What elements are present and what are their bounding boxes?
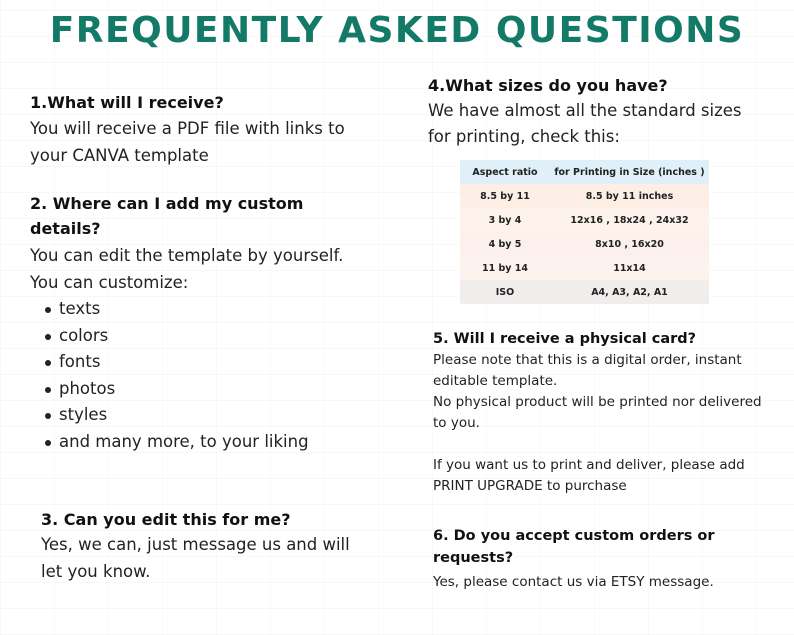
table-cell: 8.5 by 11 inches — [550, 184, 709, 208]
list-item: colors — [30, 323, 309, 350]
faq-answer-3-line: Yes, we can, just message us and will — [41, 535, 350, 554]
faq-question-2-line: details? — [30, 219, 101, 238]
faq-question-6 — [433, 525, 715, 569]
faq-question-6-line: 6. Do you accept custom orders or — [433, 528, 715, 544]
column-header: for Printing in Size (inches ) — [550, 160, 709, 184]
faq-question-2 — [30, 191, 303, 241]
table-cell: 4 by 5 — [460, 232, 550, 256]
faq-answer-3 — [41, 532, 350, 585]
faq-question-3: 3. Can you edit this for me? — [41, 510, 291, 529]
table-cell: 8.5 by 11 — [460, 184, 550, 208]
faq-answer-4-line: We have almost all the standard sizes — [428, 101, 742, 120]
table-row — [460, 184, 709, 208]
table-row — [460, 232, 709, 256]
faq-answer-1-line: your CANVA template — [30, 145, 209, 165]
table-row — [460, 208, 709, 232]
table-cell: 11 by 14 — [460, 256, 550, 280]
faq-answer-5-line: to you. — [433, 415, 480, 431]
customize-list — [30, 296, 309, 456]
faq-question-4: 4.What sizes do you have? — [428, 76, 668, 95]
faq-answer-1-line: You will receive a PDF file with links to — [30, 119, 345, 138]
faq-answer-5-line: Please note that this is a digital order, instant — [433, 352, 742, 368]
page-title: FREQUENTLY ASKED QUESTIONS — [49, 10, 745, 51]
faq-question-6-line: requests? — [433, 550, 514, 566]
list-item: fonts — [30, 349, 309, 376]
faq-answer-4 — [428, 98, 742, 150]
faq-answer-5 — [433, 350, 762, 497]
faq-answer-4-line: for printing, check this: — [428, 127, 620, 146]
faq-answer-2-line: You can customize: — [30, 272, 189, 292]
table-header-row — [460, 160, 709, 184]
size-table — [460, 160, 709, 304]
faq-answer-1 — [30, 116, 345, 169]
table-cell: 12x16 , 18x24 , 24x32 — [550, 208, 709, 232]
list-item: texts — [30, 296, 309, 323]
faq-answer-6: Yes, please contact us via ETSY message. — [433, 574, 714, 590]
table-cell: ISO — [460, 280, 550, 304]
faq-answer-2 — [30, 243, 343, 296]
faq-answer-3-line: let you know. — [41, 561, 151, 581]
faq-answer-5-line — [433, 434, 762, 455]
list-item: and many more, to your liking — [30, 429, 309, 456]
faq-answer-5-line: If you want us to print and deliver, please add — [433, 457, 745, 473]
faq-question-1: 1.What will I receive? — [30, 93, 224, 112]
faq-answer-2-line: You can edit the template by yourself. — [30, 246, 344, 265]
faq-answer-5-line: PRINT UPGRADE to purchase — [433, 478, 627, 494]
table-cell: 8x10 , 16x20 — [550, 232, 709, 256]
list-item: photos — [30, 376, 309, 403]
faq-question-2-line: 2. Where can I add my custom — [30, 194, 304, 213]
table-row — [460, 256, 709, 280]
list-item: styles — [30, 402, 309, 429]
table-cell: 3 by 4 — [460, 208, 550, 232]
table-cell: 11x14 — [550, 256, 709, 280]
column-header: Aspect ratio — [460, 160, 550, 184]
faq-answer-5-line: No physical product will be printed nor delivered — [433, 394, 762, 410]
faq-answer-5-line: editable template. — [433, 373, 558, 389]
table-row — [460, 280, 709, 304]
faq-question-5: 5. Will I receive a physical card? — [433, 331, 697, 347]
table-cell: A4, A3, A2, A1 — [550, 280, 709, 304]
